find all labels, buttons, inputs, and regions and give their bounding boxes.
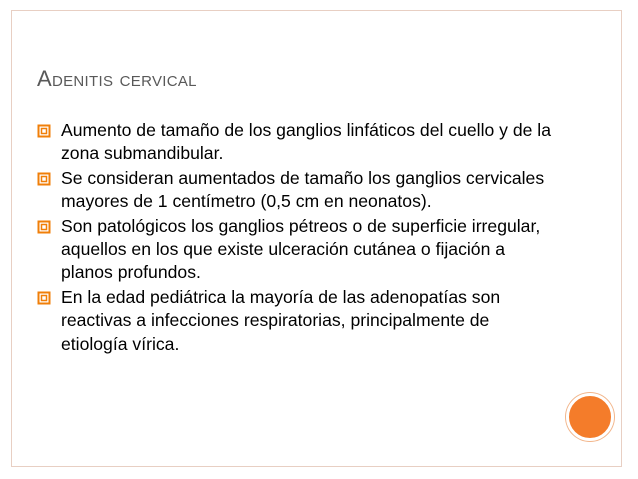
bullet-text: Se consideran aumentados de tamaño los ganglios cervicales mayores de 1 centímetro (0,5 cm en neonatos). — [61, 167, 545, 212]
bullet-text: En la edad pediátrica la mayoría de las adenopatías son reactivas a infecciones respiratorias, principalmente de etiología vírica. — [61, 286, 501, 354]
bullet-text: Aumento de tamaño de los ganglios linfáticos del cuello y de la zona submandibular. — [61, 120, 551, 164]
hollow-square-bullet-icon — [37, 289, 54, 306]
list-item — [37, 286, 557, 356]
list-item — [37, 215, 557, 285]
decorative-circle — [566, 393, 614, 441]
hollow-square-bullet-icon — [37, 122, 54, 139]
list-item — [37, 119, 557, 166]
hollow-square-bullet-icon — [37, 170, 54, 187]
hollow-square-bullet-icon — [37, 218, 54, 235]
slide-title: Adenitis cervical — [37, 66, 197, 91]
list-item — [37, 167, 557, 214]
bullet-text: Son patológicos los ganglios pétreos o de superficie irregular, aquellos en los que existe ulceración cutánea o fijación a planos profundos. — [61, 215, 541, 283]
bullet-list — [37, 119, 557, 357]
